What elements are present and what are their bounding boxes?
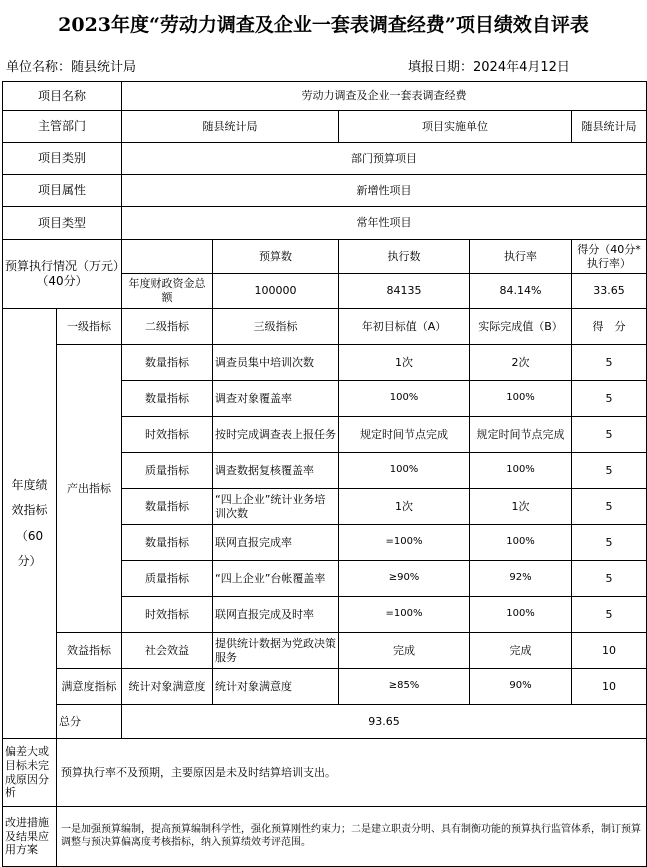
output-l2: 时效指标 (122, 597, 213, 633)
output-actual: 1次 (470, 489, 572, 525)
exec-value: 84135 (339, 274, 470, 309)
h-actual: 实际完成值（B） (470, 309, 572, 345)
satisfaction-target: ≥85% (339, 669, 470, 705)
project-name-value: 劳动力调查及企业一套表调查经费 (122, 82, 647, 111)
unit-name: 单位名称：随县统计局 (6, 60, 137, 75)
dept-label: 主管部门 (3, 111, 122, 143)
output-l3: “四上企业”统计业务培训次数 (213, 489, 339, 525)
form-title: 2023年度“劳动力调查及企业一套表调查经费”项目绩效自评表 (58, 14, 589, 36)
dept-value: 随县统计局 (122, 111, 339, 143)
row-type (3, 207, 647, 240)
attribute-label: 项目属性 (3, 175, 122, 207)
total-value: 93.65 (122, 705, 647, 739)
output-score: 5 (572, 381, 647, 417)
benefit-target: 完成 (339, 633, 470, 669)
perf-label (3, 309, 57, 739)
improve-text: 一是加强预算编制，提高预算编制科学性，强化预算刚性约束力；二是建立职责分明、具有制衡功能的预算执行监管体系，制订预算调整与预决算偏离度考核指标，纳入预算绩效考评范围。 (57, 807, 647, 867)
total-label: 总分 (57, 705, 122, 739)
output-actual: 2次 (470, 345, 572, 381)
deviation-label: 偏差大或目标未完成原因分析 (3, 739, 57, 807)
budget-value: 100000 (213, 274, 339, 309)
output-score: 5 (572, 489, 647, 525)
output-label: 产出指标 (57, 345, 122, 633)
col-score: 得分（40分*执行率） (572, 240, 647, 274)
output-actual: 100% (470, 381, 572, 417)
category-value: 部门预算项目 (122, 143, 647, 175)
output-target: 100% (339, 453, 470, 489)
budget-label: 预算执行情况（万元）（40分） (3, 240, 122, 309)
improve-label: 改进措施及结果应用方案 (3, 807, 57, 867)
rate-value: 84.14% (470, 274, 572, 309)
fill-date: 填报日期：2024年4月12日 (408, 60, 570, 75)
impl-label: 项目实施单位 (339, 111, 572, 143)
h-target: 年初目标值（A） (339, 309, 470, 345)
output-target: =100% (339, 525, 470, 561)
row-dept (3, 111, 647, 143)
output-score: 5 (572, 561, 647, 597)
row-improve (3, 807, 647, 867)
output-score: 5 (572, 525, 647, 561)
output-score: 5 (572, 597, 647, 633)
output-score: 5 (572, 417, 647, 453)
col-budget: 预算数 (213, 240, 339, 274)
output-target: ≥90% (339, 561, 470, 597)
output-actual: 100% (470, 453, 572, 489)
output-l3: “四上企业”台帐覆盖率 (213, 561, 339, 597)
budget-row-label: 年度财政资金总额 (122, 274, 213, 309)
output-actual: 100% (470, 597, 572, 633)
budget-blank-cell (122, 240, 213, 274)
output-actual: 规定时间节点完成 (470, 417, 572, 453)
output-target: 1次 (339, 345, 470, 381)
output-score: 5 (572, 345, 647, 381)
output-target: 100% (339, 381, 470, 417)
output-actual: 92% (470, 561, 572, 597)
evaluation-table (2, 81, 647, 867)
row-attribute (3, 175, 647, 207)
row-total (3, 705, 647, 739)
type-label: 项目类型 (3, 207, 122, 240)
impl-value: 随县统计局 (572, 111, 647, 143)
row-satisfaction (3, 669, 647, 705)
col-rate: 执行率 (470, 240, 572, 274)
row-deviation (3, 739, 647, 807)
col-exec: 执行数 (339, 240, 470, 274)
row-project-name (3, 82, 647, 111)
output-l2: 时效指标 (122, 417, 213, 453)
satisfaction-l1: 满意度指标 (57, 669, 122, 705)
output-l2: 数量指标 (122, 345, 213, 381)
attribute-value: 新增性项目 (122, 175, 647, 207)
output-l3: 调查员集中培训次数 (213, 345, 339, 381)
h-level3: 三级指标 (213, 309, 339, 345)
output-l3: 联网直报完成及时率 (213, 597, 339, 633)
deviation-text: 预算执行率不及预期，主要原因是未及时结算培训支出。 (57, 739, 647, 807)
benefit-l1: 效益指标 (57, 633, 122, 669)
output-target: 1次 (339, 489, 470, 525)
output-actual: 100% (470, 525, 572, 561)
perf-label-text: 年度绩效指标（60分） (11, 478, 48, 568)
benefit-actual: 完成 (470, 633, 572, 669)
h-level2: 二级指标 (122, 309, 213, 345)
benefit-l3: 提供统计数据为党政决策服务 (213, 633, 339, 669)
output-l3: 调查数据复核覆盖率 (213, 453, 339, 489)
satisfaction-actual: 90% (470, 669, 572, 705)
table-row (3, 345, 647, 381)
output-score: 5 (572, 453, 647, 489)
benefit-score: 10 (572, 633, 647, 669)
category-label: 项目类别 (3, 143, 122, 175)
output-target: 规定时间节点完成 (339, 417, 470, 453)
h-level1: 一级指标 (57, 309, 122, 345)
row-budget-header (3, 240, 647, 274)
output-l2: 质量指标 (122, 453, 213, 489)
output-l2: 数量指标 (122, 381, 213, 417)
output-target: =100% (339, 597, 470, 633)
satisfaction-l2: 统计对象满意度 (122, 669, 213, 705)
row-category (3, 143, 647, 175)
row-perf-header (3, 309, 647, 345)
benefit-l2: 社会效益 (122, 633, 213, 669)
satisfaction-l3: 统计对象满意度 (213, 669, 339, 705)
score-value: 33.65 (572, 274, 647, 309)
satisfaction-score: 10 (572, 669, 647, 705)
output-l3: 调查对象覆盖率 (213, 381, 339, 417)
output-l3: 联网直报完成率 (213, 525, 339, 561)
output-l2: 数量指标 (122, 525, 213, 561)
output-l3: 按时完成调查表上报任务 (213, 417, 339, 453)
output-l2: 数量指标 (122, 489, 213, 525)
row-benefit (3, 633, 647, 669)
type-value: 常年性项目 (122, 207, 647, 240)
h-score: 得 分 (572, 309, 647, 345)
output-l2: 质量指标 (122, 561, 213, 597)
project-name-label: 项目名称 (3, 82, 122, 111)
